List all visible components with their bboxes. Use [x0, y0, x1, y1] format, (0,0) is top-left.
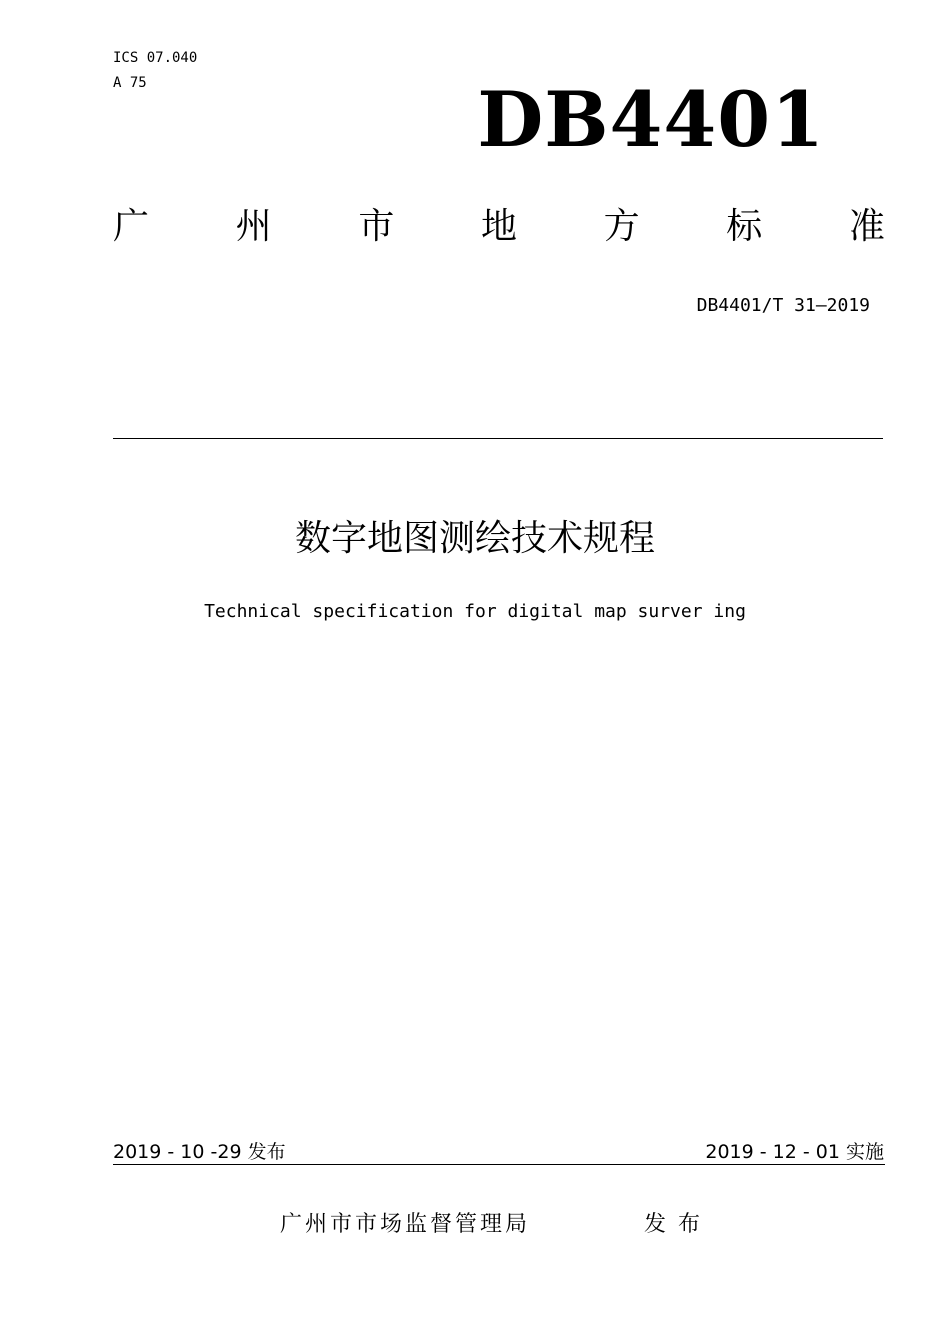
standard-type-char: 地: [480, 206, 517, 247]
standard-number: DB4401/T 31—2019: [696, 295, 870, 316]
standard-type-char: 广: [113, 206, 150, 247]
standard-type-char: 市: [358, 206, 395, 247]
ics-code: ICS 07.040: [113, 50, 198, 66]
standard-type-char: 准: [848, 206, 885, 247]
standard-type-char: 州: [235, 206, 272, 247]
document-title-zh: 数字地图测绘技术规程: [294, 518, 655, 559]
publish-label: 发布: [644, 1212, 713, 1237]
document-title-en: Technical specification for digital map surver ing: [204, 601, 746, 622]
top-divider: [113, 438, 883, 439]
standard-type-char: 方: [603, 206, 640, 247]
publisher-name: 广州市市场监督管理局: [280, 1212, 531, 1237]
bottom-divider: [113, 1164, 885, 1165]
standard-type-char: 标: [726, 206, 763, 247]
standard-type-heading: [113, 205, 885, 249]
implementation-date: 2019 - 12 - 01 实施: [705, 1141, 884, 1163]
standard-logo: DB4401: [477, 75, 825, 164]
ccs-code: A 75: [113, 75, 147, 91]
issue-date: 2019 - 10 -29 发布: [113, 1141, 286, 1163]
